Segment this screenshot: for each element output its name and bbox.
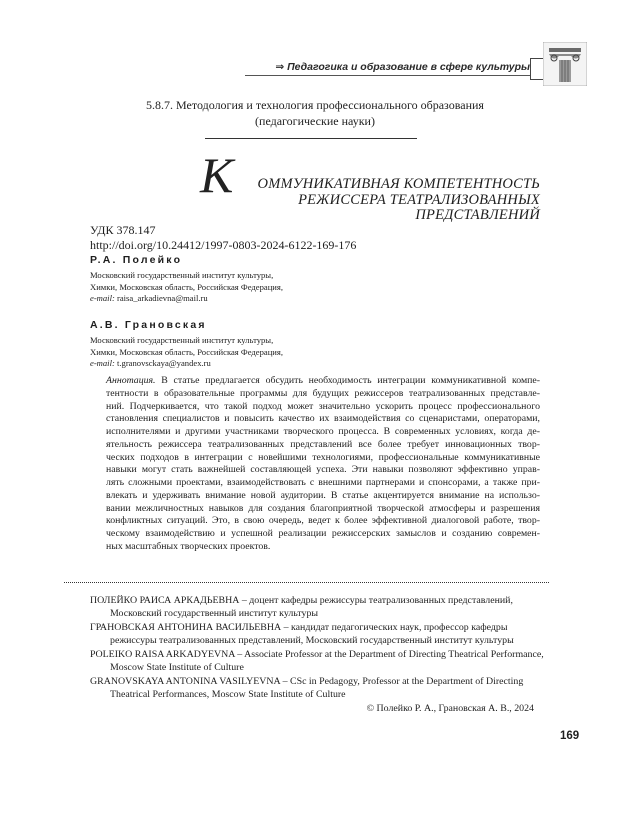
email-label: e-mail:: [90, 293, 115, 304]
abstract-line: ятельность режиссера театрализованных представлений все более требует инновационных твор-: [106, 438, 540, 450]
abstract: [106, 375, 540, 554]
page-number: 169: [560, 730, 580, 742]
author-bio: [90, 676, 545, 702]
abstract-line: ческих подходов в интеграции с новейшими технологиями, профессиональные коммуникативные: [106, 451, 540, 463]
doi-link[interactable]: http://doi.org/10.24412/1997-0803-2024-6122-169-176: [90, 238, 357, 252]
specialty-line-2: (педагогические науки): [255, 114, 375, 128]
abstract-line: тентности в образовательные программы для будущих режиссеров театрализованных представле-: [106, 387, 540, 399]
author-name: Р.А. Полейко: [90, 254, 183, 266]
specialty-line-1: 5.8.7. Методология и технология профессионального образования: [146, 98, 484, 112]
affiliation-line: Химки, Московская область, Российская Федерация,: [90, 346, 283, 357]
abstract-line: лять сложными проектами, взаимодействовать с внешними партнерами и спонсорами, а также при-: [106, 477, 540, 488]
bio-line: ГРАНОВСКАЯ АНТОНИНА ВАСИЛЬЕВНА – кандидат педагогических наук, профессор кафедры: [90, 622, 508, 633]
bio-line: Московский государственный институт культуры: [110, 607, 319, 619]
abstract-line: ных масштабных творческих проектов.: [106, 540, 271, 552]
abstract-line: конфликтных ситуаций. Это, в свою очередь, ведет к более эффективной диалоговой работе, твор-: [106, 515, 540, 527]
column-capital-icon: [543, 42, 587, 86]
header-rule: [245, 75, 542, 76]
author-affiliation: [90, 335, 283, 370]
author-bio: [90, 595, 545, 621]
author-name: А.В. Грановская: [90, 319, 207, 331]
journal-section-title: Педагогика и образование в сфере культуры: [287, 61, 530, 73]
email-line: [90, 358, 283, 370]
abstract-line: Аннотация. В статье предлагается обсудить необходимость интеграции коммуникативной компе-: [106, 375, 541, 386]
email-link[interactable]: raisa_arkadievna@mail.ru: [116, 293, 208, 304]
bio-line: GRANOVSKAYA ANTONINA VASILYEVNA – CSc in Pedagogy, Professor at the Department of Directing: [90, 676, 524, 687]
bio-line: Moscow State Institute of Culture: [110, 661, 244, 673]
email-link[interactable]: t.granovsckaya@yandex.ru: [116, 358, 211, 369]
abstract-line: становления специалистов и повысить качество их взаимодействия со сценаристами, операторами,: [106, 413, 540, 425]
bio-line: режиссуры театрализованных представлений, Московский государственный институт культуры: [110, 634, 514, 646]
author-bio: [90, 622, 545, 648]
udk-block: [90, 223, 356, 253]
affiliation-line: Химки, Московская область, Российская Федерация,: [90, 281, 283, 292]
copyright: © Полейко Р. А., Грановская А. В., 2024: [366, 703, 534, 714]
affiliation-line: Московский государственный институт культуры,: [90, 270, 274, 280]
specialty-code: [90, 97, 540, 129]
author-affiliation: [90, 270, 283, 305]
title-line-1: ОММУНИКАТИВНАЯ КОМПЕТЕНТНОСТЬ: [257, 176, 540, 192]
author-bio: [90, 649, 545, 675]
footnote-divider: [64, 582, 549, 583]
abstract-line: исполнителями и другими участниками творческого процесса. В современных условиях, когда де-: [106, 426, 540, 437]
title-initial: К: [200, 147, 234, 203]
abstract-line: ческому взаимодействию и успешной реализации режиссерских замыслов и созданию современ-: [106, 528, 540, 539]
title-line-2: РЕЖИССЕРА ТЕАТРАЛИЗОВАННЫХ ПРЕДСТАВЛЕНИЙ: [298, 191, 540, 223]
running-header: [190, 61, 530, 73]
email-line: [90, 293, 283, 305]
udk-code: УДК 378.147: [90, 223, 156, 237]
bio-line: Theatrical Performances, Moscow State Institute of Culture: [110, 688, 346, 700]
abstract-line: ний. Подчеркивается, что такой подход может значительно ускорить процесс профессионального: [106, 400, 540, 412]
separator: [205, 138, 417, 139]
arrow-icon: ⇒: [275, 61, 285, 73]
abstract-line: вании межличностных навыков для создания благоприятной творческой атмосферы и разрешения: [106, 502, 540, 514]
abstract-line: влекать и удерживать внимание новой аудитории. В статье акцентируется внимание на использо-: [106, 489, 540, 501]
affiliation-line: Московский государственный институт культуры,: [90, 335, 274, 345]
bio-line: ПОЛЕЙКО РАИСА АРКАДЬЕВНА – доцент кафедры режиссуры театрализованных представлений,: [90, 595, 513, 606]
article-title: [220, 177, 540, 224]
email-label: e-mail:: [90, 358, 115, 369]
abstract-label: Аннотация.: [106, 375, 156, 386]
bio-line: POLEIKO RAISA ARKADYEVNA – Associate Professor at the Department of Directing Theatrical Performance,: [90, 649, 544, 660]
abstract-line: навыки могут стать важнейшей составляющей успеха. Эти навыки позволяют эффективно управ-: [106, 464, 540, 476]
